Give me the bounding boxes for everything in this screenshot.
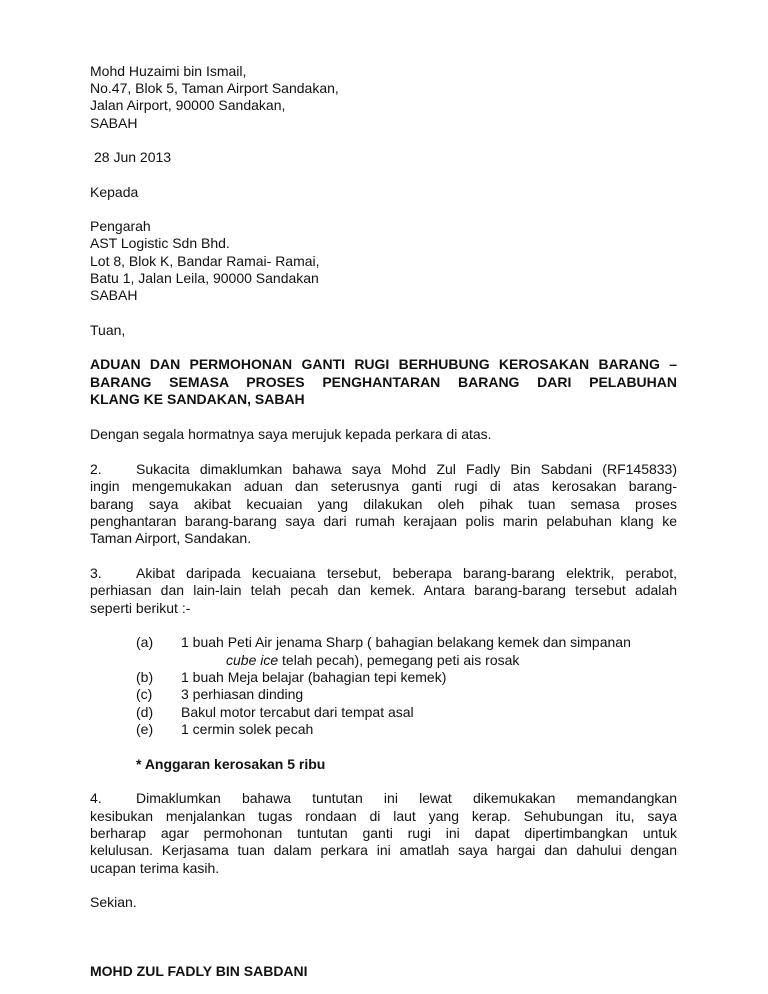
para3-line-1-text: Akibat daripada kecuaiana tersebut, beberapa barang-barang elektrik, perabot,	[136, 565, 677, 581]
item-e-label: (e)	[136, 721, 154, 737]
para4-line-5: ucapan terima kasih.	[90, 860, 220, 876]
item-e-text: 1 cermin solek pecah	[181, 721, 314, 737]
sender-name: Mohd Huzaimi bin Ismail,	[90, 63, 247, 79]
item-a-text: 1 buah Peti Air jenama Sharp ( bahagian belakang kemek dan simpanan	[181, 634, 631, 650]
para4-line-1-text: Dimaklumkan bahawa tuntutan ini lewat dikemukakan memandangkan	[136, 790, 677, 806]
recipient-address-1: Lot 8, Blok K, Bandar Ramai- Ramai,	[90, 253, 320, 269]
item-a-continuation	[226, 652, 519, 669]
recipient-title: Pengarah	[90, 218, 151, 234]
salutation: Tuan,	[90, 322, 126, 338]
item-b-text: 1 buah Meja belajar (bahagian tepi kemek)	[181, 669, 447, 685]
to-label: Kepada	[90, 184, 139, 200]
item-c-text: 3 perhiasan dinding	[181, 686, 304, 702]
damage-estimate: * Anggaran kerosakan 5 ribu	[136, 756, 326, 772]
item-c-label: (c)	[136, 686, 153, 702]
sender-address-1: No.47, Blok 5, Taman Airport Sandakan,	[90, 80, 339, 96]
item-a-italic: cube ice	[226, 652, 279, 668]
subject-line-1: ADUAN DAN PERMOHONAN GANTI RUGI BERHUBUNG KEROSAKAN BARANG –	[90, 356, 677, 372]
para3-line-2: perhiasan dan lain-lain telah pecah dan kemek. Antara barang-barang tersebut adalah	[90, 582, 677, 598]
para4-line-2: kesibukan menjalankan tugas rondaan di laut yang kerap. Sehubungan itu, saya	[90, 808, 677, 824]
para3-line-3: seperti berikut :-	[90, 600, 191, 616]
item-d-text: Bakul motor tercabut dari tempat asal	[181, 704, 414, 720]
para4-line-4: kelulusan. Kerjasama tuan dalam perkara ini amatlah saya hargai dan dahului dengan	[90, 842, 677, 858]
para3-line-1	[90, 565, 677, 582]
para2-line-2: ingin mengemukakan aduan dan seterusnya ganti rugi di atas kerosakan barang-	[90, 478, 677, 494]
sender-address-2: Jalan Airport, 90000 Sandakan,	[90, 97, 286, 113]
intro-paragraph: Dengan segala hormatnya saya merujuk kepada perkara di atas.	[90, 426, 492, 442]
recipient-company: AST Logistic Sdn Bhd.	[90, 235, 230, 251]
para2-line-1	[90, 461, 677, 478]
item-d-label: (d)	[136, 704, 154, 720]
para4-number: 4.	[90, 790, 102, 806]
subject-line-3: KLANG KE SANDAKAN, SABAH	[90, 391, 305, 407]
sender-state: SABAH	[90, 115, 138, 131]
recipient-address-2: Batu 1, Jalan Leila, 90000 Sandakan	[90, 270, 319, 286]
para4-line-3: berharap agar permohonan tuntutan ganti rugi ini dapat dipertimbangkan untuk	[90, 825, 677, 841]
item-a-label: (a)	[136, 634, 154, 650]
para2-number: 2.	[90, 461, 102, 477]
para2-line-1-text: Sukacita dimaklumkan bahawa saya Mohd Zul Fadly Bin Sabdani (RF145833)	[136, 461, 677, 477]
recipient-state: SABAH	[90, 287, 138, 303]
closing: Sekian.	[90, 894, 137, 910]
item-b-label: (b)	[136, 669, 154, 685]
para2-line-5: Taman Airport, Sandakan.	[90, 530, 252, 546]
para4-line-1	[90, 790, 677, 807]
letter-date: 28 Jun 2013	[94, 149, 172, 165]
para3-number: 3.	[90, 565, 102, 581]
subject-line-2: BARANG SEMASA PROSES PENGHANTARAN BARANG DARI PELABUHAN	[90, 374, 677, 390]
para2-line-3: barang saya akibat kecuaian yang dilakukan oleh pihak tuan semasa proses	[90, 496, 677, 512]
signatory-name: MOHD ZUL FADLY BIN SABDANI	[90, 963, 308, 979]
item-a-rest: telah pecah), pemegang peti ais rosak	[278, 652, 520, 668]
para2-line-4: penghantaran barang-barang saya dari rumah kerajaan polis marin pelabuhan klang ke	[90, 513, 677, 529]
